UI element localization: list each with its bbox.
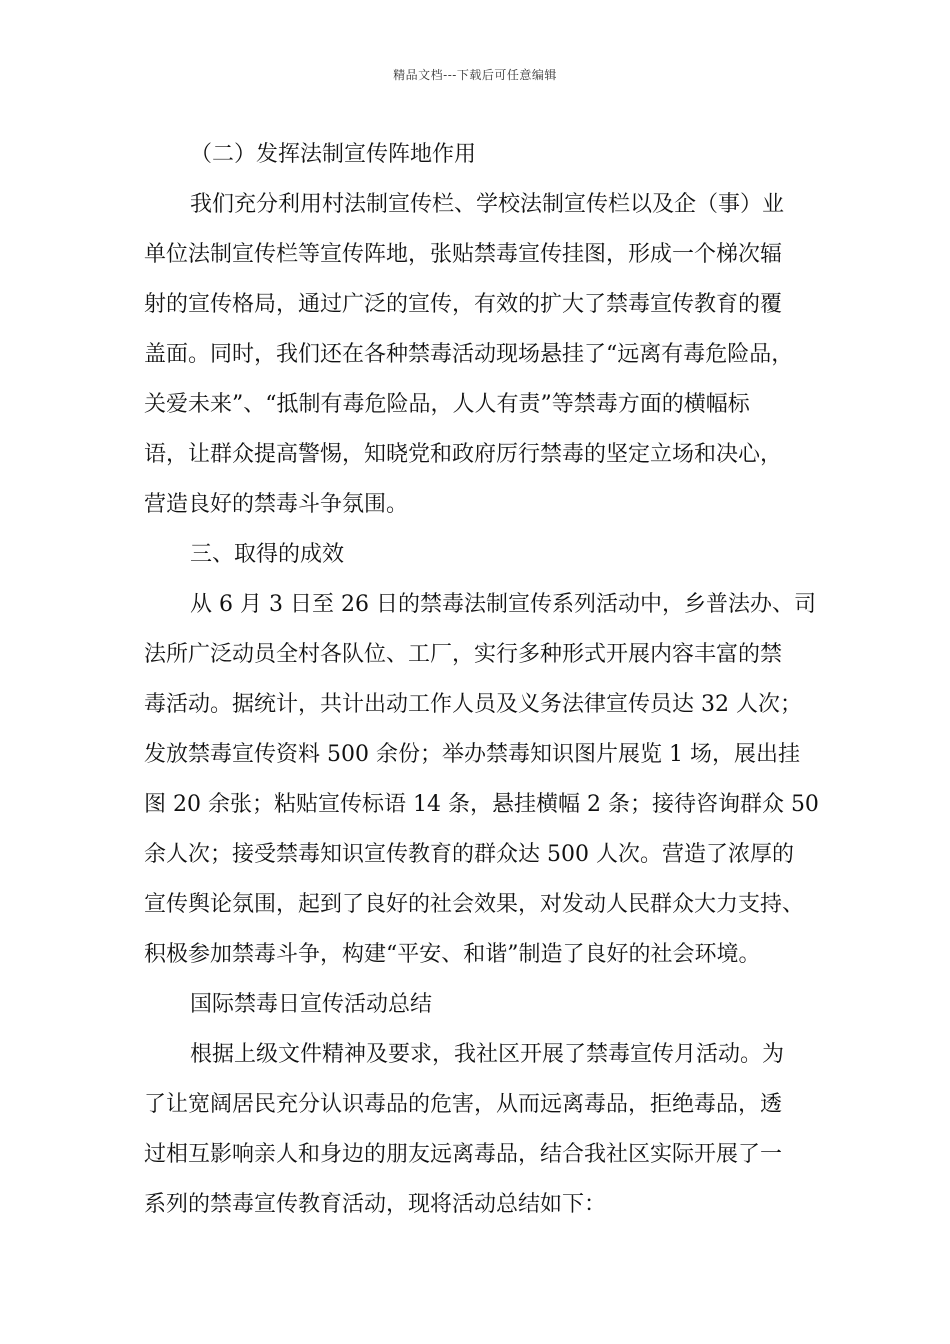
paragraph-line: 语，让群众提高警惕，知晓党和政府厉行禁毒的坚定立场和决心， bbox=[144, 442, 783, 467]
paragraph-line: 单位法制宣传栏等宣传阵地，张贴禁毒宣传挂图，形成一个梯次辐 bbox=[144, 242, 783, 267]
paragraph-line: 射的宣传格局，通过广泛的宣传，有效的扩大了禁毒宣传教育的覆 bbox=[144, 292, 783, 317]
paragraph-line: 营造良好的禁毒斗争氛围。 bbox=[144, 492, 409, 517]
paragraph-line: 系列的禁毒宣传教育活动，现将活动总结如下： bbox=[144, 1192, 607, 1217]
paragraph-line: 从 6 月 3 日至 26 日的禁毒法制宣传系列活动中，乡普法办、司 bbox=[190, 592, 816, 617]
paragraph-line: 宣传舆论氛围，起到了良好的社会效果，对发动人民群众大力支持、 bbox=[144, 892, 805, 917]
paragraph-line: 关爱未来”、“抵制有毒危险品，人人有责”等禁毒方面的横幅标 bbox=[144, 392, 750, 417]
section-heading-2: （二）发挥法制宣传阵地作用 bbox=[190, 142, 477, 167]
paragraph-line: 盖面。同时，我们还在各种禁毒活动现场悬挂了“远离有毒危险品， bbox=[144, 342, 794, 367]
paragraph-line: 根据上级文件精神及要求，我社区开展了禁毒宣传月活动。为 bbox=[190, 1042, 785, 1067]
paragraph-line: 了让宽阔居民充分认识毒品的危害，从而远离毒品，拒绝毒品，透 bbox=[144, 1092, 783, 1117]
paragraph-line: 毒活动。据统计，共计出动工作人员及义务法律宣传员达 32 人次； bbox=[144, 692, 802, 717]
paragraph-line: 法所广泛动员全村各队位、工厂，实行多种形式开展内容丰富的禁 bbox=[144, 642, 783, 667]
document-title: 国际禁毒日宣传活动总结 bbox=[190, 992, 433, 1017]
paragraph-line: 图 20 余张；粘贴宣传标语 14 条，悬挂横幅 2 条；接待咨询群众 50 bbox=[144, 792, 819, 817]
paragraph-line: 我们充分利用村法制宣传栏、学校法制宣传栏以及企（事）业 bbox=[190, 192, 785, 217]
page-header: 精品文档---下载后可任意编辑 bbox=[393, 68, 557, 82]
paragraph-line: 过相互影响亲人和身边的朋友远离毒品，结合我社区实际开展了一 bbox=[144, 1142, 783, 1167]
section-heading-3: 三、取得的成效 bbox=[190, 542, 345, 567]
paragraph-line: 积极参加禁毒斗争，构建“平安、和谐”制造了良好的社会环境。 bbox=[144, 942, 761, 967]
paragraph-line: 发放禁毒宣传资料 500 余份；举办禁毒知识图片展览 1 场，展出挂 bbox=[144, 742, 800, 767]
document-body bbox=[144, 130, 819, 1230]
paragraph-line: 余人次；接受禁毒知识宣传教育的群众达 500 人次。营造了浓厚的 bbox=[144, 842, 794, 867]
